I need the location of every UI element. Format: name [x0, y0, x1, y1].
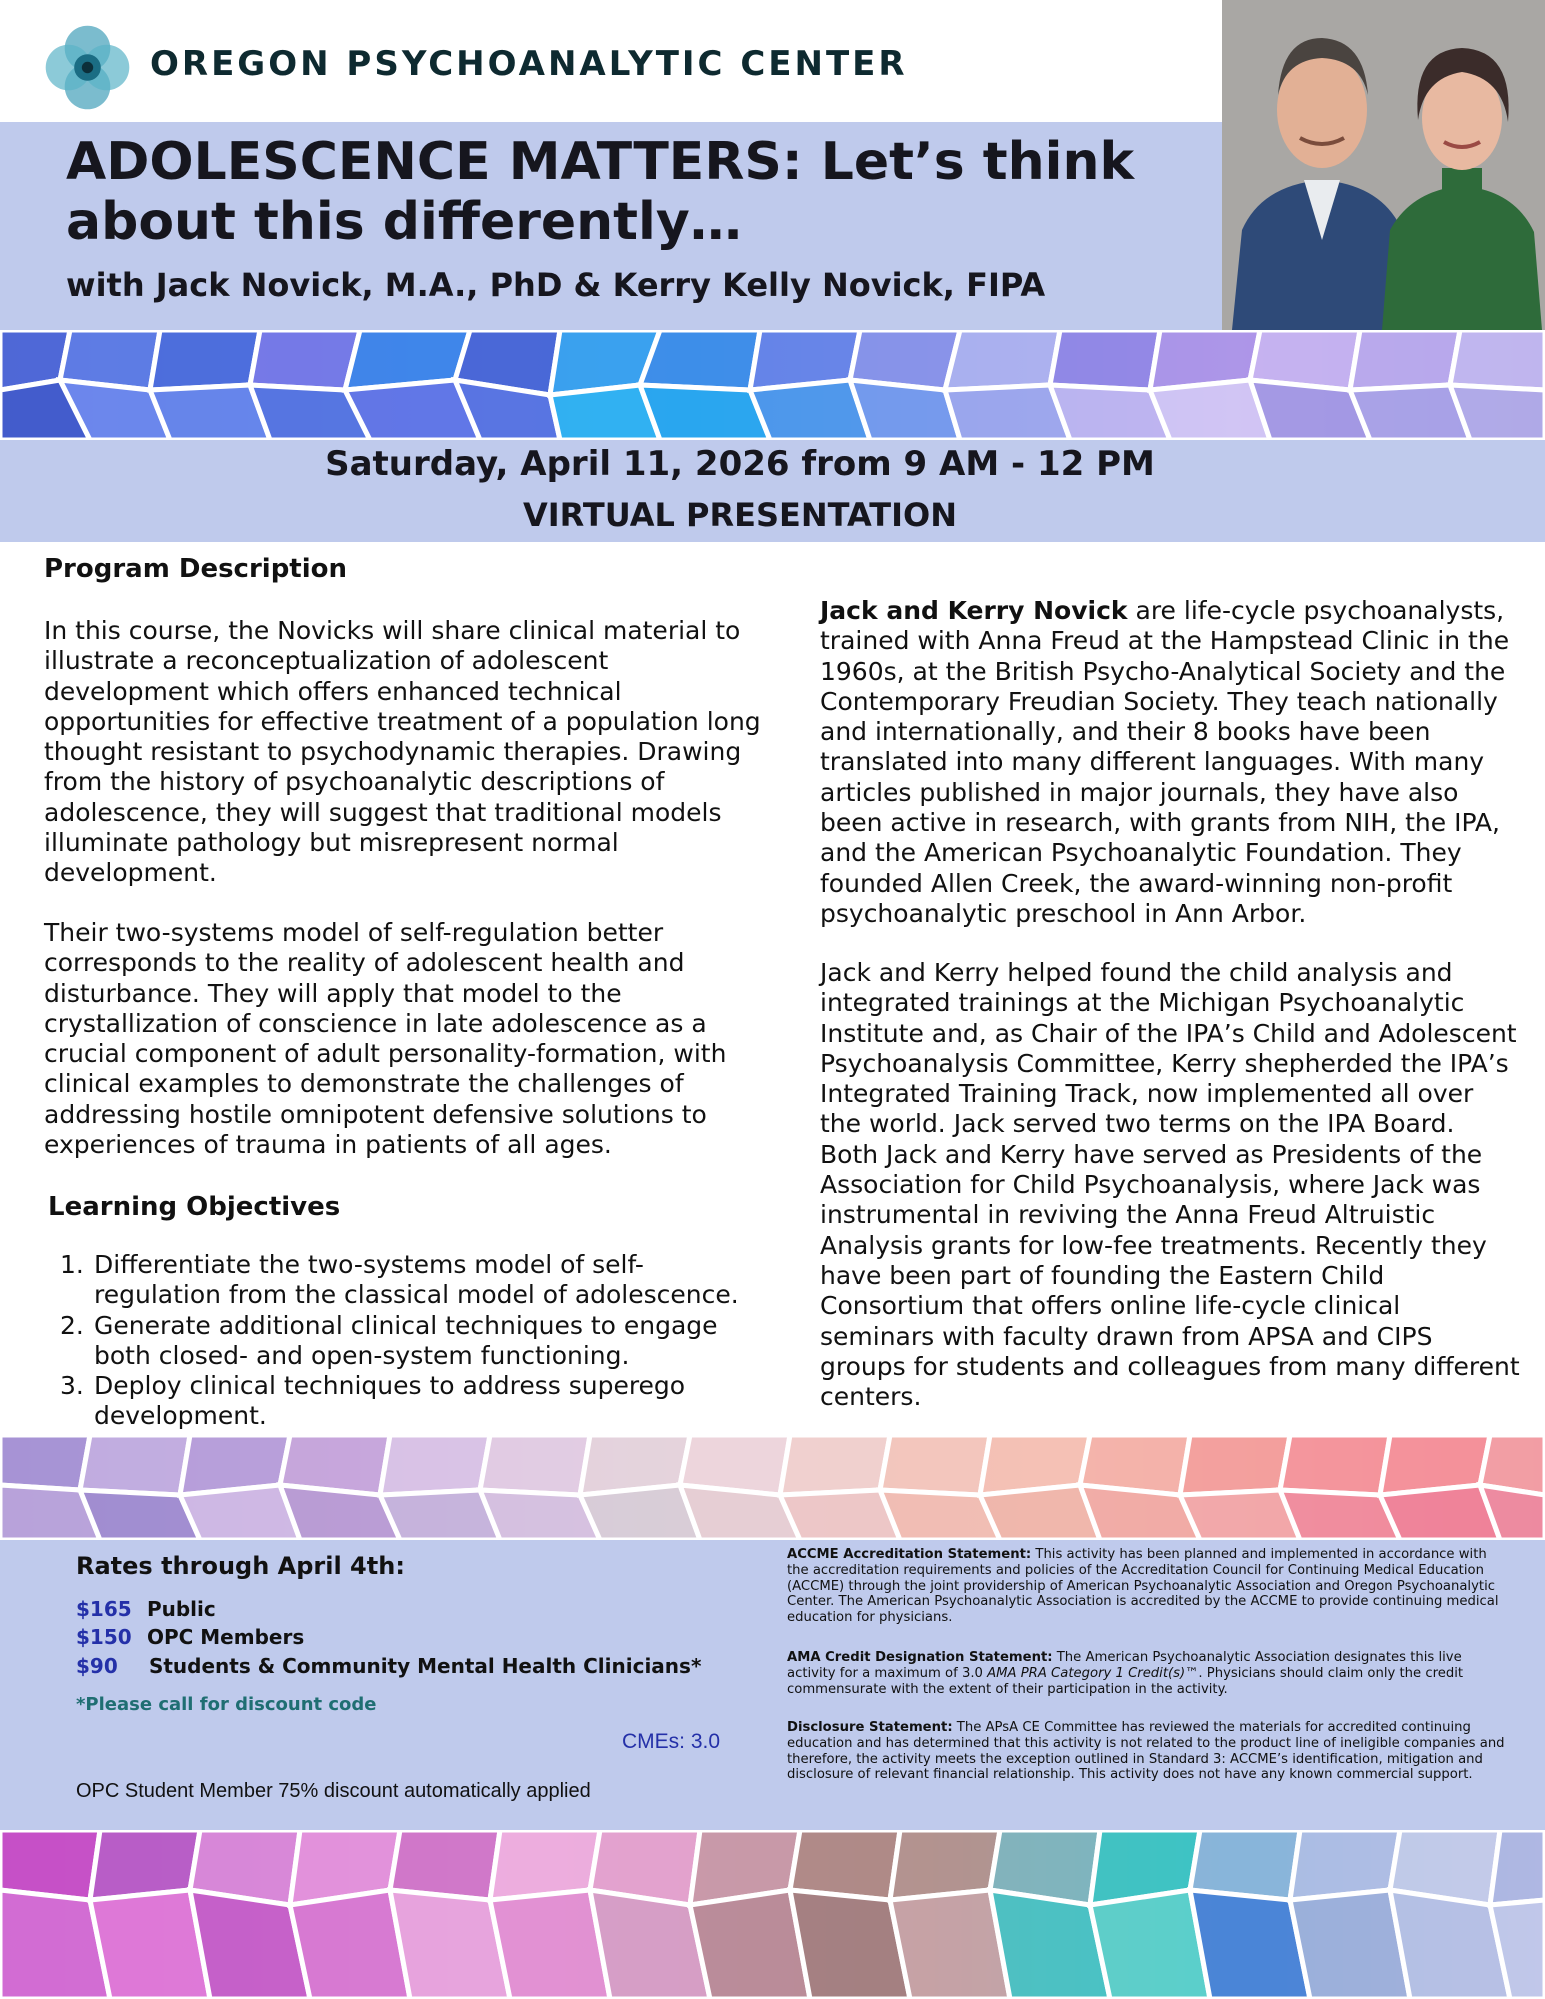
rates-title: Rates through April 4th: [76, 1552, 405, 1580]
rate-label: OPC Members [146, 1625, 305, 1649]
program-description-heading: Program Description [44, 554, 348, 584]
ama-text-a: The American Psychoanalytic Association designates this live activity for a maximum of 3.0 [787, 1650, 1462, 1681]
ama-credit: AMA PRA Category 1 Credit(s)™ [987, 1665, 1199, 1681]
presenters-line: with Jack Novick, M.A., PhD & Kerry Kelly Novick, FIPA [66, 266, 1046, 304]
event-date: Saturday, April 11, 2026 from 9 AM - 12 PM [325, 444, 1155, 484]
objective-text: Differentiate the two-systems model of self-regulation from the classical model of adolescence. [94, 1250, 739, 1310]
mosaic-band-top [0, 330, 1545, 440]
program-description-paragraph-1: In this course, the Novicks will share clinical material to illustrate a reconceptualization of adolescent development which offers enhanced technical opportunities for effective treatment of a population long thought resistant to psychodynamic therapies. Drawing from the history of psychoanalytic descriptions of adolescence, they will suggest that traditional models illuminate pathology but misrepresent normal development. [44, 616, 761, 888]
objective-number: 1. [60, 1250, 84, 1279]
rate-label: Students & Community Mental Health Clinicians* [148, 1654, 702, 1678]
rate-price: $165 [76, 1597, 132, 1621]
event-title: ADOLESCENCE MATTERS: Let’s think about this differently… [66, 132, 1135, 252]
program-description-paragraph-2: Their two-systems model of self-regulation better corresponds to the reality of adolescent health and disturbance. They will apply that model to the crystallization of conscience in late adolescence as a crucial component of adult personality-formation, with clinical examples to demonstrate the challenges of addressing hostile omnipotent defensive solutions to experiences of trauma in patients of all ages. [44, 918, 727, 1160]
disclosure-text: The APsA CE Committee has reviewed the materials for accredited continuing education and has determined that this activity is not related to the product line of ineligible companies and therefore, the activity meets the exception outlined in Standard 3: ACCME’s identification, mitigation and disclosure of relevant financial relationship. This activity does not have any known commercial support. [787, 1720, 1505, 1783]
rate-price: $90 [76, 1654, 118, 1678]
rate-row [76, 1654, 701, 1678]
bio-paragraph-1 [820, 596, 1520, 929]
objective-item [60, 1371, 770, 1432]
rate-row [76, 1597, 216, 1621]
objective-item [60, 1311, 770, 1372]
objective-text: Generate additional clinical techniques to engage both closed- and open-system functioning. [94, 1310, 718, 1370]
cme-credits: CMEs: 3.0 [622, 1730, 721, 1753]
presenters-photo [1222, 0, 1545, 330]
ama-text-b: . Physicians should claim only the credit commensurate with the extent of their participation in the activity. [787, 1665, 1464, 1697]
disclosure-label: Disclosure Statement: [787, 1720, 953, 1735]
mosaic-band-bottom [0, 1830, 1545, 1999]
student-discount-note: OPC Student Member 75% discount automatically applied [76, 1780, 591, 1802]
accme-statement [787, 1547, 1507, 1626]
accme-text: This activity has been planned and implemented in accordance with the accreditation requirements and policies of the Accreditation Council for Continuing Medical Education (ACCME) through the joint providership of American Psychoanalytic Association and Oregon Psychoanalytic Center. The American Psychoanalytic Association is accredited by the ACCME to provide continuing medical education for physicians. [787, 1547, 1499, 1626]
learning-objectives-heading: Learning Objectives [48, 1192, 341, 1222]
bio-paragraph-2: Jack and Kerry helped found the child analysis and integrated trainings at the Michigan Psychoanalytic Institute and, as Chair of the IPA’s Child and Adolescent Psychoanalysis Committee, Kerry shepherded the IPA’s Integrated Training Track, now implemented all over the world. Jack served two terms on the IPA Board. Both Jack and Kerry have served as Presidents of the Association for Child Psychoanalysis, where Jack was instrumental in reviving the Anna Freud Altruistic Analysis grants for low-fee treatments. Recently they have been part of founding the Eastern Child Consortium that offers online life-cycle clinical seminars with faculty drawn from APSA and CIPS groups for students and colleagues from many different centers. [820, 958, 1520, 1412]
discount-note: *Please call for discount code [76, 1694, 377, 1715]
objective-item [60, 1250, 770, 1311]
org-name: OREGON PSYCHOANALYTIC CENTER [150, 44, 908, 84]
ama-statement [787, 1650, 1507, 1697]
mosaic-band-middle [0, 1435, 1545, 1540]
bio-names: Jack and Kerry Novick [820, 596, 1128, 625]
event-format: VIRTUAL PRESENTATION [523, 496, 957, 534]
ama-label: AMA Credit Designation Statement: [787, 1650, 1053, 1665]
org-logo-icon [40, 20, 135, 115]
objective-text: Deploy clinical techniques to address superego development. [94, 1371, 686, 1431]
bio-paragraph-1-text: are life-cycle psychoanalysts, trained with Anna Freud at the Hampstead Clinic in the 1960s, at the British Psycho-Analytical Society and the Contemporary Freudian Society. They teach nationally and internationally, and their 8 books have been translated into many different languages. With many articles published in major journals, they have also been active in research, with grants from NIH, the IPA, and the American Psychoanalytic Foundation. They founded Allen Creek, the award-winning non-profit psychoanalytic preschool in Ann Arbor. [820, 596, 1510, 928]
objective-number: 3. [60, 1371, 84, 1401]
disclosure-statement [787, 1720, 1507, 1783]
rate-row [76, 1625, 304, 1649]
rate-label: Public [146, 1597, 216, 1621]
learning-objectives-list [60, 1250, 770, 1432]
accme-label: ACCME Accreditation Statement: [787, 1547, 1032, 1562]
objective-number: 2. [60, 1310, 84, 1340]
rate-price: $150 [76, 1625, 132, 1649]
